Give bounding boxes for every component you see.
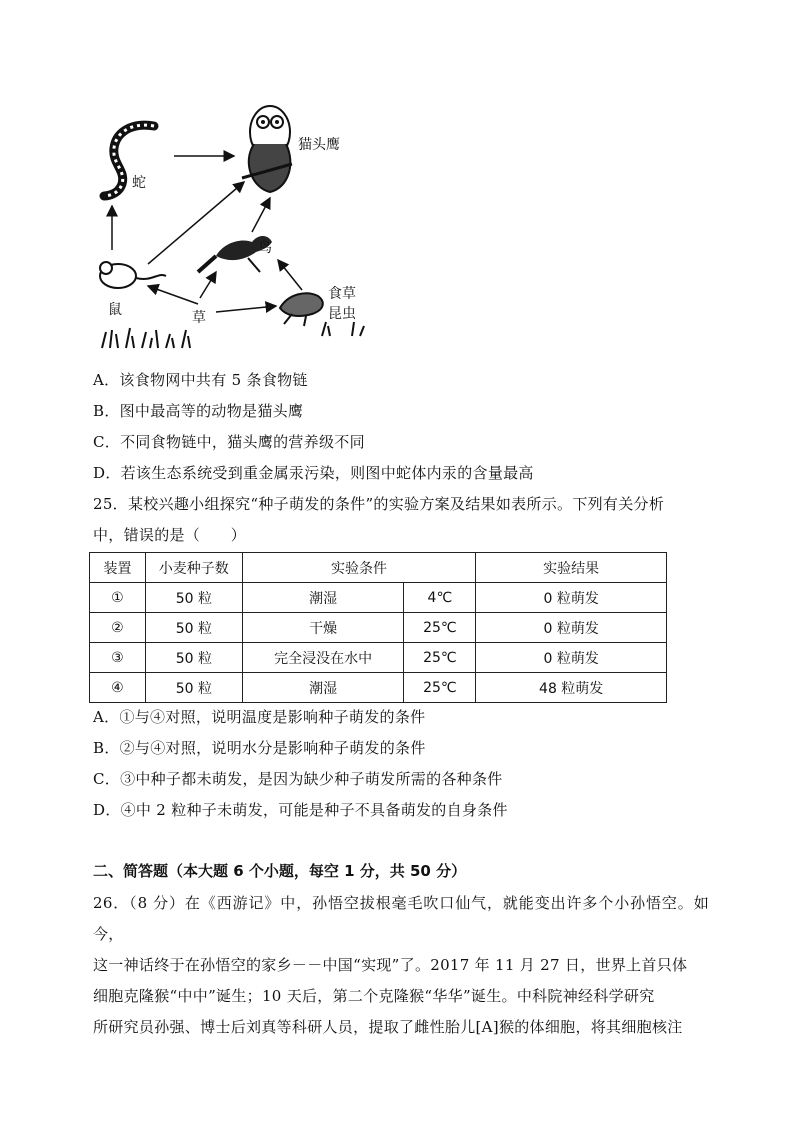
- label-bird: 鸟: [258, 240, 272, 256]
- label-insect-line2: 昆虫: [328, 306, 356, 322]
- q25-stem-line1: 25．某校兴趣小组探究“种子萌发的条件”的实验方案及结果如表所示。下列有关分析: [93, 495, 665, 513]
- insect-drawing: [280, 293, 323, 326]
- table-header-row: [90, 553, 667, 583]
- q24-option-c: C．不同食物链中，猫头鹰的营养级不同: [93, 433, 365, 451]
- cell-device: ②: [90, 613, 146, 643]
- label-mouse: 鼠: [108, 302, 122, 318]
- mouse-drawing: [100, 262, 166, 288]
- cell-temperature: 25℃: [404, 643, 476, 673]
- cell-result: 48 粒萌发: [476, 673, 667, 703]
- cell-temperature: 25℃: [404, 673, 476, 703]
- q25-stem-line2: 中，错误的是（ ）: [93, 526, 247, 544]
- snake-drawing: [104, 125, 154, 196]
- cell-seeds: 50 粒: [145, 583, 242, 613]
- q26-paragraph: [93, 888, 709, 1043]
- q24-option-b: B．图中最高等的动物是猫头鹰: [93, 402, 304, 420]
- cell-result: 0 粒萌发: [476, 583, 667, 613]
- table-row: [90, 673, 667, 703]
- cell-moisture: 完全浸没在水中: [242, 643, 404, 673]
- header-condition: 实验条件: [242, 553, 476, 583]
- cell-device: ③: [90, 643, 146, 673]
- experiment-table: [89, 552, 667, 703]
- food-web-diagram: [92, 92, 382, 354]
- label-grass: 草: [192, 310, 206, 326]
- cell-result: 0 粒萌发: [476, 643, 667, 673]
- cell-temperature: 4℃: [404, 583, 476, 613]
- table-row: [90, 583, 667, 613]
- table-row: [90, 613, 667, 643]
- header-device: 装置: [90, 553, 146, 583]
- cell-seeds: 50 粒: [145, 643, 242, 673]
- label-owl: 猫头鹰: [298, 137, 340, 153]
- cell-moisture: 干燥: [242, 613, 404, 643]
- q25-option-d: D．④中 2 粒种子未萌发，可能是种子不具备萌发的自身条件: [93, 801, 508, 819]
- q25-option-c: C．③中种子都未萌发，是因为缺少种子萌发所需的各种条件: [93, 770, 503, 788]
- q26-line: 这一神话终于在孙悟空的家乡－－中国“实现”了。2017 年 11 月 27 日，世界上首只体: [93, 956, 688, 974]
- header-seed-count: 小麦种子数: [145, 553, 242, 583]
- cell-seeds: 50 粒: [145, 673, 242, 703]
- cell-result: 0 粒萌发: [476, 613, 667, 643]
- q26-line: 所研究员孙强、博士后刘真等科研人员，提取了雌性胎儿[A]猴的体细胞，将其细胞核注: [93, 1018, 683, 1036]
- q26-line: 26．（8 分）在《西游记》中，孙悟空拔根毫毛吹口仙气，就能变出许多个小孙悟空。如今，: [93, 894, 709, 943]
- q24-option-d: D．若该生态系统受到重金属汞污染，则图中蛇体内汞的含量最高: [93, 464, 534, 482]
- label-snake: 蛇: [132, 175, 146, 191]
- owl-drawing: [242, 106, 292, 192]
- header-result: 实验结果: [476, 553, 667, 583]
- label-insect-line1: 食草: [328, 286, 356, 302]
- cell-temperature: 25℃: [404, 613, 476, 643]
- food-web-figure: [92, 92, 382, 354]
- table-row: [90, 643, 667, 673]
- cell-moisture: 潮湿: [242, 673, 404, 703]
- grass-drawing: [102, 322, 364, 348]
- cell-seeds: 50 粒: [145, 613, 242, 643]
- q25-option-a: A．①与④对照，说明温度是影响种子萌发的条件: [93, 708, 426, 726]
- cell-device: ①: [90, 583, 146, 613]
- q24-option-a: A．该食物网中共有 5 条食物链: [93, 371, 308, 389]
- cell-device: ④: [90, 673, 146, 703]
- cell-moisture: 潮湿: [242, 583, 404, 613]
- q26-line: 细胞克隆猴“中中”诞生；10 天后，第二个克隆猴“华华”诞生。中科院神经科学研究: [93, 987, 655, 1005]
- section-title: 二、简答题（本大题 6 个小题，每空 1 分，共 50 分）: [93, 862, 467, 880]
- q25-option-b: B．②与④对照，说明水分是影响种子萌发的条件: [93, 739, 426, 757]
